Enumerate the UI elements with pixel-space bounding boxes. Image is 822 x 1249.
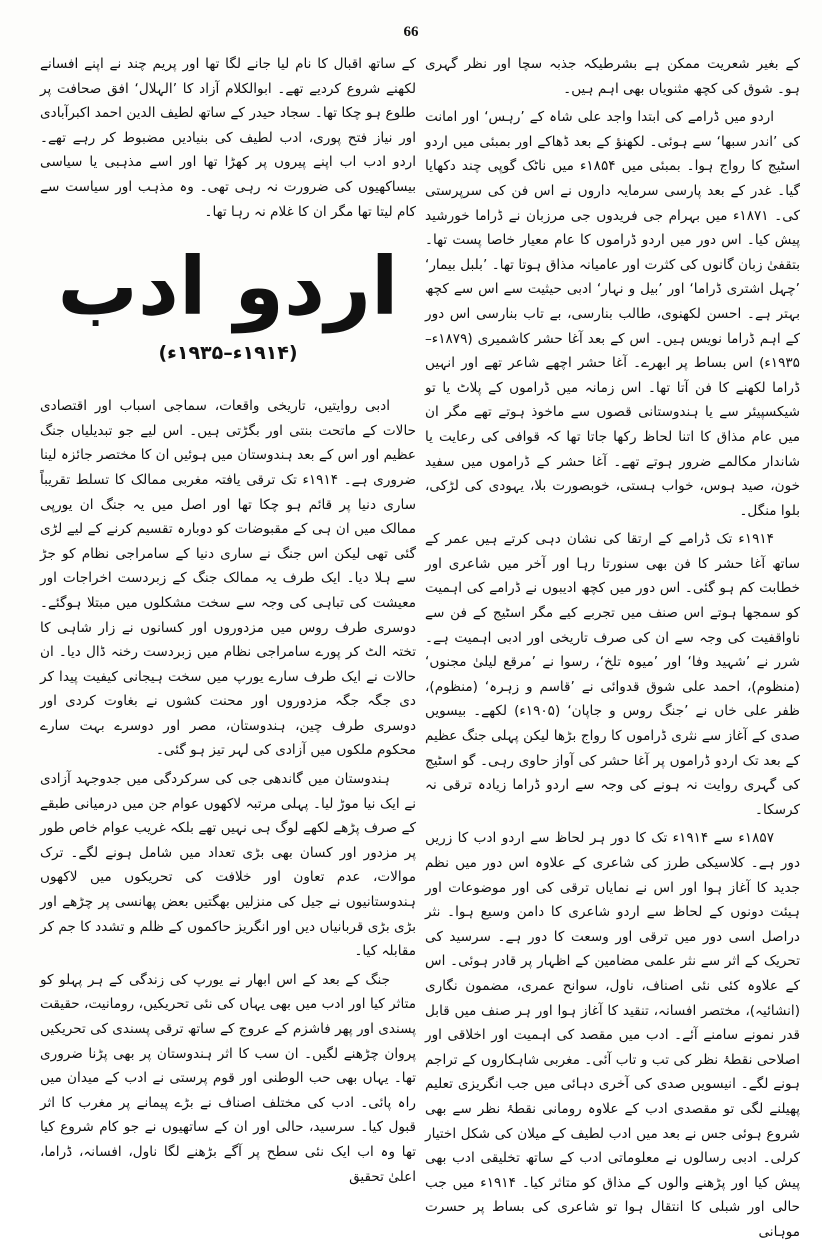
- left-paragraph-continuation: کے ساتھ اقبال کا نام لیا جانے لگا تھا اور پریم چند نے اپنے افسانے لکھنے شروع کردیے تھے۔ ابوالکلام آزاد کا ’الہلال‘ افق صحافت پر طلوع ہو چکا تھا۔ سجاد حیدر کے ساتھ لطیف الدین احمد اکبرآبادی اور نیاز فتح پوری، ادب لطیف کی بنیادیں مضبوط کر رہے تھے۔ اردو ادب اب اپنے پیروں پر کھڑا تھا اور اسے مذہبی یا سیاسی بیساکھیوں کی ضرورت نہ رہی تھی۔ وہ مذہب اور سیاست سے کام لیتا تھا مگر ان کا غلام نہ رہا تھا۔: [40, 56, 416, 220]
- left-paragraph-freedom-movement: ہندوستان میں گاندھی جی کی سرکردگی میں جدوجہد آزادی نے ایک نیا موڑ لیا۔ پہلی مرتبہ لاکھوں عوام جن میں درمیانی طبقے کے صرف پڑھے لکھے لوگ ہی نہیں تھے بلکہ غریب عوام خاص طور پر مزدور اور کسان بھی بڑی تعداد میں شامل ہونے لگے۔ ترک موالات، عدم تعاون اور خلافت کی تحریکوں میں لاکھوں ہندوستانیوں نے جیل کی منزلیں بھگتیں بعض پھانسی پر چڑھے اور بڑی بڑی قربانیاں دیں اور انگریز حاکموں کے ظلم و تشدد کا جم کر مقابلہ کیا۔: [40, 771, 416, 960]
- right-paragraph-agha-hashr: ۱۹۱۴ء تک ڈرامے کے ارتقا کی نشان دہی کرتے ہیں عمر کے ساتھ آغا حشر کا فن بھی سنورتا رہا اور آخر میں شاعری اور خطابت کم ہو گئی۔ اس دور میں کچھ ادیبوں نے ڈرامے کی اہمیت کو سمجھا ہوتے اس صنف میں تجربے کیے مگر اسٹیج کے فن سے ناواقفیت کی وجہ سے ان کی صرف تاریخی اور ادبی اہمیت ہے۔ شرر نے ’شہید وفا‘ اور ’میوہ تلخ‘، رسوا نے ’مرقع لیلیٰ مجنوں‘ (منظوم)، احمد علی شوق قدوائی نے ’قاسم و زہرہ‘ (منظوم)، ظفر علی خاں نے ’جنگ روس و جاپان‘ (۱۹۰۵ء) لکھے۔ بیسویں صدی کے آغاز سے نثری ڈراموں کا رواج بڑھا لیکن پہلی جنگ عظیم کے بعد تک اردو ڈراموں پر آغا حشر کی آواز حاوی رہی۔ گو اسٹیج کی گہری روایت نہ ہونے کی وجہ سے اردو ڈراما زیادہ ترقی نہ کرسکا۔: [425, 531, 801, 818]
- left-column: [40, 52, 416, 1193]
- left-paragraph-post-war-influence: جنگ کے بعد کے اس ابھار نے یورپ کی زندگی کے ہر پہلو کو متاثر کیا اور ادب میں بھی یہاں کی نئی تحریکیں، رومانیت، حقیقت پسندی اور پھر فاشزم کے عروج کے ساتھ ترقی پسندی کی تحریکیں پروان چڑھنے لگیں۔ ان سب کا اثر ہندوستان پر بھی پڑنا ضروری تھا۔ یہاں بھی حب الوطنی اور قوم پرستی نے ادب کے میدان میں راہ پائی۔ ادب کی مختلف اصناف نے بڑے پیمانے پر مغرب کا اثر قبول کیا۔ سرسید، حالی اور ان کے ساتھیوں نے جو کام شروع کیا تھا وہ اب ایک نئی سطح پر آگے بڑھنے لگا ناول، افسانہ، ڈراما، اعلیٰ تحقیق: [40, 971, 416, 1185]
- page-number: 66: [403, 24, 419, 40]
- section-title: اردو ادب: [57, 240, 399, 334]
- left-paragraph-historical-context: ادبی روایتیں، تاریخی واقعات، سماجی اسباب اور اقتصادی حالات کے ماتحت بنتی اور بگڑتی ہیں۔ اس لیے جو تبدیلیاں جنگ عظیم اور اس کے بعد ہندوستان میں ہوئیں ان کا مختصر جائزہ لینا ضروری ہے۔ ۱۹۱۴ء تک ترقی یافتہ مغربی ممالک کا تسلط تقریباً ساری دنیا پر قائم ہو چکا تھا اور اصل میں یہ جنگ ان یورپی ممالک میں ان ہی کے مقبوضات کو دوبارہ تقسیم کرنے کے لیے لڑی گئی تھی لیکن اس جنگ نے ساری دنیا کے سامراجی نظام کو جڑ سے ہلا دیا۔ ایک طرف یہ ممالک جنگ کے زبردست اخراجات اور معیشت کی تباہی کی وجہ سے سخت مشکلوں میں مبتلا ہوگئے۔ دوسری طرف روس میں مزدوروں اور کسانوں نے زار شاہی کا تختہ الٹ کر پورے سامراجی نظام میں زبردست رخنہ ڈال دیا۔ ان حالات نے ایک طرف سارے یورپ میں سخت ہیجانی کیفیت پیدا کر دی جگہ جگہ مزدوروں اور محنت کشوں نے بغاوت کردی اور دوسری طرف چین، ہندوستان، مصر اور دوسرے بہت سارے محکوم ملکوں میں آزادی کی لہر تیز ہو گئی۔: [40, 398, 416, 759]
- right-paragraph-drama-beginnings: اردو میں ڈرامے کی ابتدا واجد علی شاہ کے ’رہس‘ اور امانت کی ’اندر سبھا‘ سے ہوئی۔ لکھنؤ کے بعد ڈھاکے اور بمبئی میں اردو اسٹیج کا رواج ہوا۔ بمبئی میں ۱۸۵۴ء میں ناٹک گوپی چند دکھایا گیا۔ غدر کے بعد پارسی سرمایہ داروں نے اس فن کی سرپرستی کی۔ ۱۸۷۱ء میں بہرام جی فریدوں جی مرزبان نے ڈراما خورشید پیش کیا۔ اس دور میں اردو ڈراموں کا عام معیار خاصا پست تھا۔ بتقفیٰ زبان گانوں کی کثرت اور عامیانہ مذاق ہوتا تھا۔ ’بلبل بیمار‘ ’چہل اشتری ڈراما‘ اور ’بیل و نہار‘ ادبی حیثیت سے اس سے کچھ بہتر ہے۔ احسن لکھنوی، طالب بنارسی، بے تاب بنارسی اس دور کے اہم ڈراما نویس ہیں۔ اس کے بعد آغا حشر کاشمیری (۱۸۷۹ء–۱۹۳۵ء) اس بساط پر ابھرے۔ آغا حشر اچھے شاعر تھے اور انہیں ڈراما لکھنے کا فن آتا تھا۔ اس زمانہ میں ڈراموں کے پلاٹ یا تو شیکسپیئر سے یا ہندوستانی قصوں سے ماخوذ ہوتے تھے مگر ان میں عام مذاق کا اتنا لحاظ رکھا جاتا تھا کہ قوافی کی رعایت یا شاندار مکالمے ضرور ہوتے تھے۔ آغا حشر کے ڈراموں میں سفید خون، صید ہوس، خواب ہستی، خوبصورت بلا، یہودی کی لڑکی، بلوا منگل۔: [425, 109, 800, 519]
- right-paragraph-shairi-end: کے بغیر شعریت ممکن ہے بشرطیکہ جذبہ سچا اور نظر گہری ہو۔ شوق کی کچھ مثنویاں بھی اہم ہیں۔: [425, 56, 800, 97]
- right-paragraph-golden-era: ۱۸۵۷ء سے ۱۹۱۴ء تک کا دور ہر لحاظ سے اردو ادب کا زریں دور ہے۔ کلاسیکی طرز کی شاعری کے علاوہ اس دور میں نظم جدید کا آغاز ہوا اور اس نے نمایاں ترقی کی اور موضوعات اور ہیئت دونوں کے لحاظ سے اردو شاعری کا دامن وسیع ہوا۔ نثر دراصل اسی دور میں ترقی اور وسعت کا دور ہے۔ سرسید کی تحریک کے اثر سے نثر علمی مضامین کے اظہار پر قادر ہوئی۔ اس کے علاوہ کئی نئی اصناف، ناول، سوانح عمری، مضمون نگاری (انشائیہ)، مختصر افسانہ، تنقید کا آغاز ہوا اور ہر صنف میں قابل قدر نمونے سامنے آئے۔ ادب میں مقصد کی اہمیت اور اخلاقی اور اصلاحی نقطۂ نظر کی تب و تاب آئی۔ مغربی شاہکاروں کے تراجم ہونے لگے۔ انیسویں صدی کی آخری دہائی میں جب انگریزی تعلیم پھیلنے لگی تو مقصدی ادب کے علاوہ رومانی نقطۂ نظر سے بھی شروع ہوئی جس نے بعد میں ادب لطیف کے میلان کی شکل اختیار کرلی۔ ادبی رسالوں نے معلوماتی ادب کے ساتھ تخلیقی ادب بھی پیش کیا اور پڑھنے والوں کے مذاق کو متاثر کیا۔ ۱۹۱۴ء میں جب حالی اور شبلی کا انتقال ہوا تو شاعری کی بساط پر حسرت موہانی: [425, 830, 800, 1240]
- section-subtitle: (۱۹۱۴ء–۱۹۳۵ء): [158, 342, 298, 365]
- right-column: [425, 52, 800, 1249]
